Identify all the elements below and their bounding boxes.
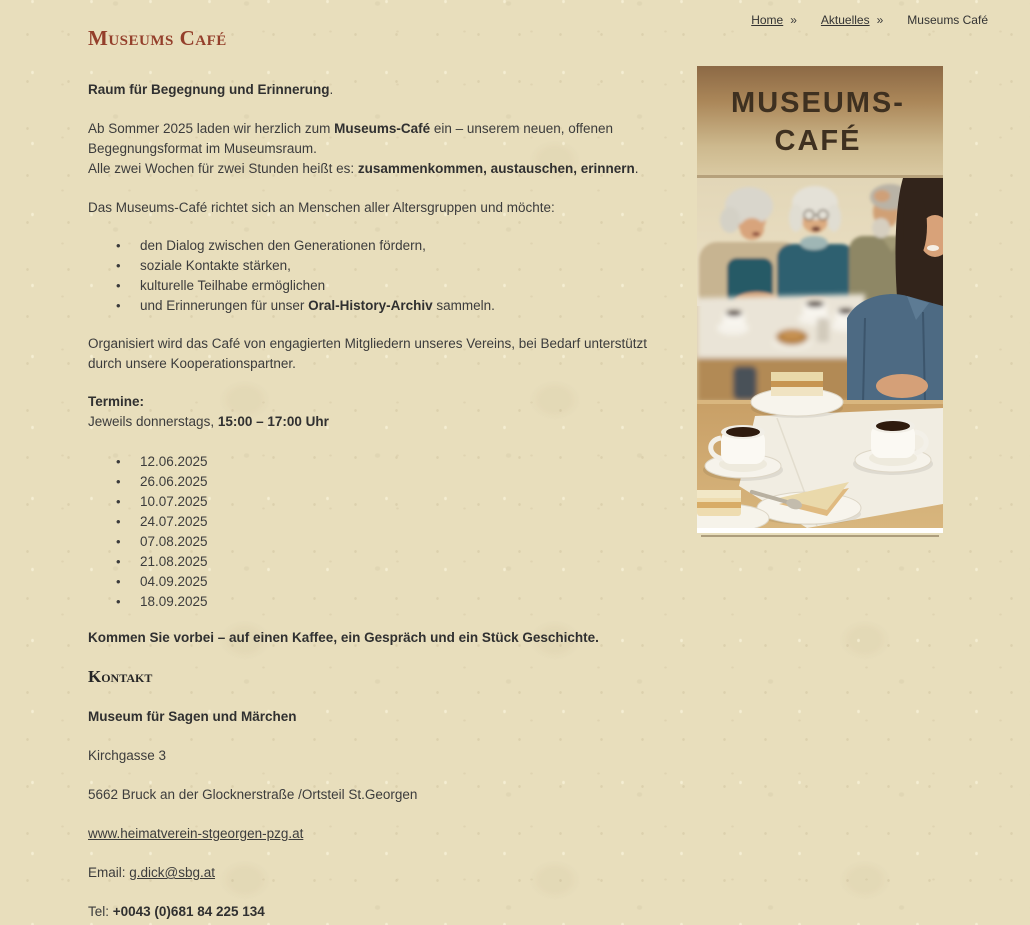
goal-text: sammeln.	[432, 298, 495, 313]
dates-list	[88, 452, 668, 612]
goal-bold: Oral-History-Archiv	[308, 298, 433, 313]
goal-text: und Erinnerungen für unser	[140, 298, 309, 313]
goal-item	[88, 276, 668, 296]
breadcrumb-separator: »	[876, 13, 884, 27]
date-item	[88, 592, 668, 612]
text-segment: .	[634, 161, 639, 176]
date-item	[88, 532, 668, 552]
date-text: 26.06.2025	[140, 474, 208, 489]
date-item	[88, 472, 668, 492]
termine-heading: Termine:	[88, 394, 145, 409]
date-text: 18.09.2025	[140, 594, 208, 609]
breadcrumb-current: Museums Café	[907, 13, 988, 27]
sign-line2: CAFÉ	[774, 125, 862, 157]
closing-bold: Kommen Sie vorbei – auf einen Kaffee, ein Gespräch und ein Stück Geschichte.	[88, 630, 599, 645]
email-link[interactable]: g.dick@sbg.at	[129, 865, 216, 880]
kontakt-heading: Kontakt	[88, 667, 153, 686]
breadcrumb-link-home[interactable]: Home	[751, 13, 784, 27]
termine-paragraph	[88, 392, 668, 432]
kontakt-street: Kirchgasse 3	[88, 748, 167, 763]
date-item	[88, 512, 668, 532]
kontakt-website-row	[88, 824, 668, 844]
goal-item	[88, 296, 668, 316]
goal-item	[88, 236, 668, 256]
goal-text: soziale Kontakte stärken,	[140, 258, 291, 273]
photo-shadow-line	[701, 535, 939, 537]
museums-cafe-photo	[697, 66, 943, 533]
date-text: 07.08.2025	[140, 534, 208, 549]
motto-bold: zusammenkommen, austauschen, erinnern	[357, 161, 635, 176]
text-segment: ein – unserem neuen, offenen Begegnungsformat im Museumsraum.	[88, 121, 614, 156]
date-text: 10.07.2025	[140, 494, 208, 509]
email-label: Email:	[88, 865, 130, 880]
kontakt-org-bold: Museum für Sagen und Märchen	[88, 709, 297, 724]
kontakt-org	[88, 707, 668, 727]
page-title: Museums Café	[88, 26, 227, 50]
main-content	[88, 0, 668, 922]
lead-paragraph	[88, 80, 668, 100]
date-text: 12.06.2025	[140, 454, 208, 469]
date-item	[88, 452, 668, 472]
date-text: 21.08.2025	[140, 554, 208, 569]
date-text: 04.09.2025	[140, 574, 208, 589]
breadcrumb-separator: »	[790, 13, 797, 27]
lead-bold: Raum für Begegnung und Erinnerung	[88, 82, 330, 97]
goal-text: kulturelle Teilhabe ermöglichen	[140, 278, 326, 293]
kontakt-city: 5662 Bruck an der Glocknerstraße /Ortsteil St.Georgen	[88, 787, 418, 802]
intro-paragraph	[88, 119, 668, 179]
audience-paragraph: Das Museums-Café richtet sich an Menschen aller Altersgruppen und möchte:	[88, 200, 555, 215]
breadcrumb-link-aktuelles[interactable]: Aktuelles	[820, 13, 870, 27]
kontakt-email-row	[88, 863, 668, 883]
goal-text: den Dialog zwischen den Generationen fördern,	[140, 238, 426, 253]
sign-line1: MUSEUMS-	[731, 87, 905, 119]
text-segment: Ab Sommer 2025 laden wir herzlich zum	[88, 121, 335, 136]
schedule-text: Jeweils donnerstags,	[88, 414, 218, 429]
organizer-paragraph: Organisiert wird das Café von engagierten Mitgliedern unseres Vereins, bei Bedarf unterstützt durch unsere Kooperationspartner.	[88, 336, 648, 371]
date-text: 24.07.2025	[140, 514, 208, 529]
tel-number: +0043 (0)681 84 225 134	[112, 904, 265, 919]
cafe-scene-illustration	[697, 66, 943, 528]
kontakt-tel-row	[88, 902, 668, 922]
goals-list	[88, 236, 668, 316]
lead-suffix: .	[329, 82, 334, 97]
text-segment: Alle zwei Wochen für zwei Stunden heißt es:	[88, 161, 358, 176]
date-item	[88, 492, 668, 512]
goal-item	[88, 256, 668, 276]
date-item	[88, 572, 668, 592]
tel-label: Tel:	[88, 904, 113, 919]
museums-cafe-bold: Museums-Café	[334, 121, 431, 136]
website-link[interactable]: www.heimatverein-stgeorgen-pzg.at	[88, 826, 304, 841]
date-item	[88, 552, 668, 572]
breadcrumb	[751, 13, 988, 27]
schedule-time-bold: 15:00 – 17:00 Uhr	[217, 414, 329, 429]
closing-paragraph	[88, 628, 668, 648]
